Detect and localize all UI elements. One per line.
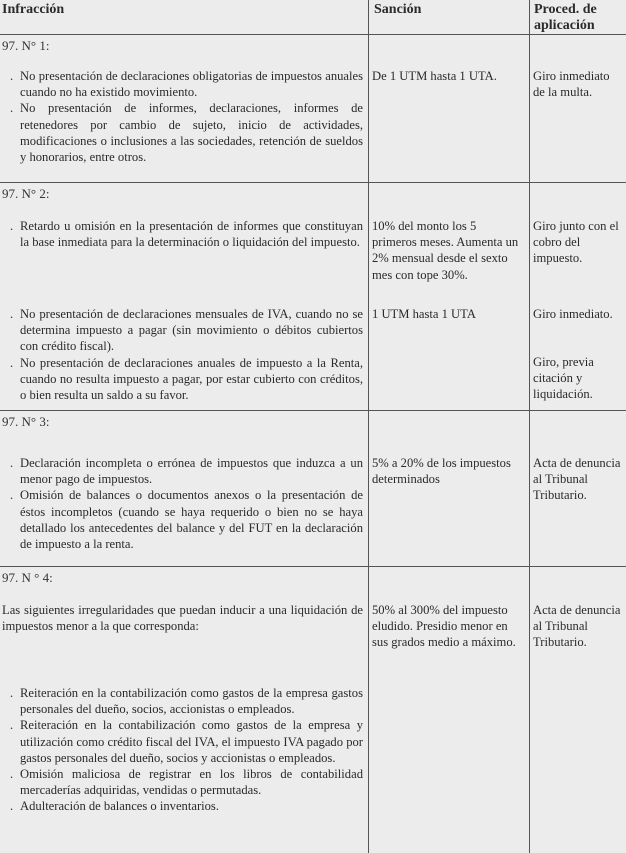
infraction-list [10,455,363,552]
proced-cell: Giro, previa citación y liquidación. [533,355,594,402]
proced-cell: Giro junto con el cobro del impuesto. [533,219,619,266]
section-heading: 97. N ° 4: [2,570,53,585]
infraction-list [10,218,363,250]
sancion-cell: 5% a 20% de los impuestos determinados [372,456,511,487]
sancion-cell: 10% del monto los 5 primeros meses. Aumenta un 2% mensual desde el sexto mes con tope 30%. [372,219,519,282]
header-sancion: Sanción [374,2,422,17]
sancion-cell: 50% al 300% del impuesto eludido. Presidio menor en sus grados medio a máximo. [372,603,516,650]
row-divider [0,410,626,411]
section-heading: 97. N° 2: [2,186,50,201]
infraction-list [10,68,363,165]
list-item: . No presentación de declaraciones obligatorias de impuestos anuales cuando no ha existido movimiento. [10,69,363,100]
header-infraccion: Infracción [2,2,65,17]
list-item: . Retardo u omisión en la presentación de informes que constituyan la base inmediata para la determinación o liquidación del impuesto. [10,219,363,250]
section-heading: 97. N° 3: [2,414,50,429]
row-divider [0,34,626,35]
row-divider [0,182,626,183]
list-item: . No presentación de informes, declaraciones, informes de retenedores por cambio de sujeto, inicio de actividades, modificaciones o inclusiones a las sociedades, retención de sueldos y honorarios, entre otros. [10,101,363,165]
list-item: . No presentación de declaraciones anuales de impuesto a la Renta, cuando no resulta impuesto a pagar, por estar cubierto con créditos, o bien resulta un saldo a su favor. [10,355,363,403]
header-proced: Proced. de aplicación [534,2,597,33]
list-item: . Declaración incompleta o errónea de impuestos que induzca a un menor pago de impuestos. [10,456,363,487]
row-divider [0,566,626,567]
proced-cell: Giro inmediato de la multa. [533,69,610,100]
list-item: . Reiteración en la contabilización como gastos de la empresa gastos personales del dueño, socios, accionistas o empleados. [10,686,363,717]
list-item: . No presentación de declaraciones mensuales de IVA, cuando no se determina impuesto a pagar (sin movimiento o débitos cubiertos con crédito fiscal). [10,307,363,354]
column-divider [368,0,369,853]
column-divider [529,0,530,853]
list-item: . Omisión maliciosa de registrar en los libros de contabilidad mercaderías adquiridas, vendidas o permutadas. [10,767,363,798]
infraction-list [10,685,363,815]
sancion-cell: 1 UTM hasta 1 UTA [372,307,476,321]
list-item: . Omisión de balances o documentos anexos o la presentación de éstos incompletos (cuando se haya requerido o bien no se haya detallado los antecedentes del balance y del FUT en la declaración de impuesto a la renta. [10,488,363,552]
section-heading: 97. N° 1: [2,38,50,53]
list-item: . Adulteración de balances o inventarios. [10,799,219,814]
section-intro: Las siguientes irregularidades que puedan inducir a una liquidación de impuestos menor a la que corresponda: [2,603,363,634]
proced-cell: Acta de denuncia al Tribunal Tributario. [533,456,621,503]
proced-cell: Acta de denuncia al Tribunal Tributario. [533,603,621,650]
list-item: . Reiteración en la contabilización como gastos de la empresa y utilización como crédito fiscal del IVA, el impuesto IVA pagado por gastos personales del dueño, socios y accionistas o empleados. [10,718,363,765]
proced-cell: Giro inmediato. [533,307,613,321]
sancion-cell: De 1 UTM hasta 1 UTA. [372,69,497,83]
infraction-list [10,306,363,403]
